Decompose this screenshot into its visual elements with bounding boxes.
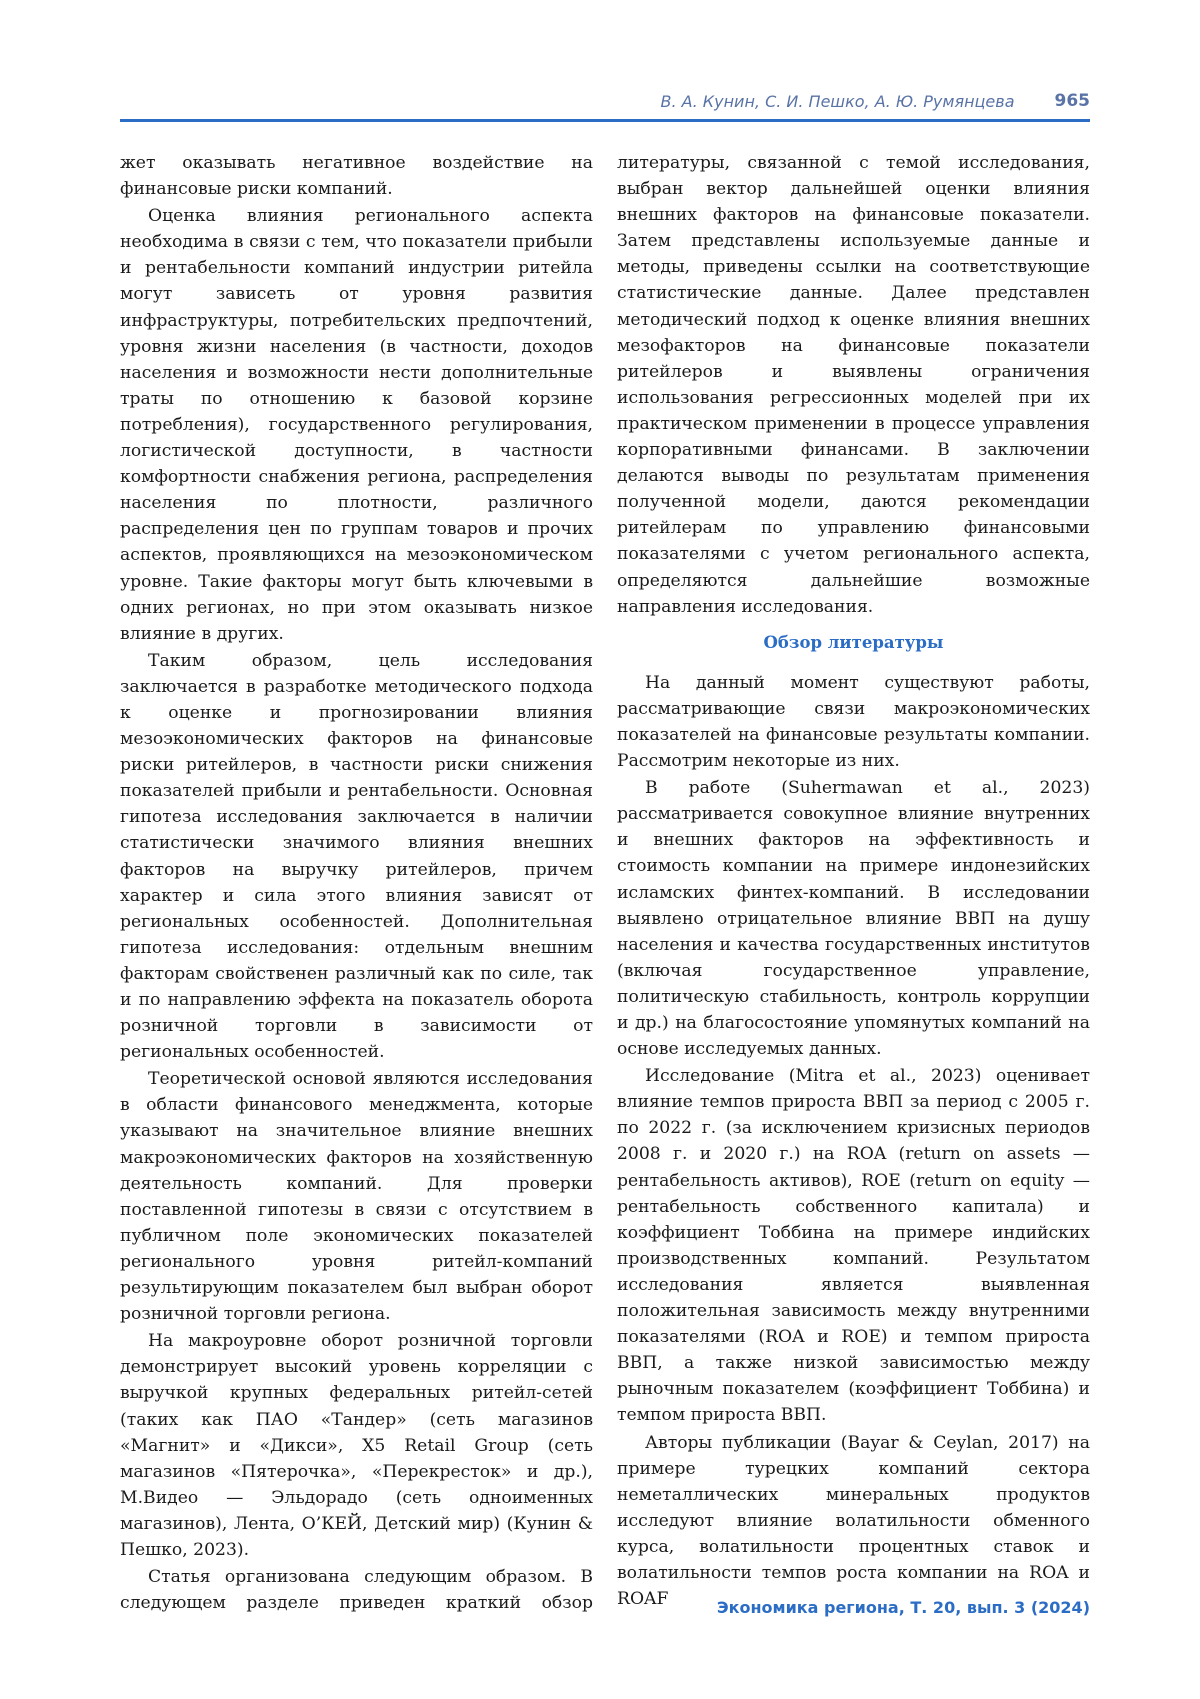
- right-column: [617, 150, 1090, 1613]
- journal-footer: Экономика региона, Т. 20, вып. 3 (2024): [716, 1598, 1090, 1617]
- paragraph: Таким образом, цель исследования заключается в разработке методического подхода к оценке и прогнозировании влияния мезоэкономических факторов на финансовые риски ритейлеров, в частности риски снижения показателей прибыли и рентабельности. Основная гипотеза исследования заключается в наличии статистически значимого влияния внешних факторов на выручку ритейлеров, причем характер и сила этого влияния зависят от региональных особенностей. Дополнительная гипотеза исследования: отдельным внешним факторам свойственен различный как по силе, так и по направлению эффекта на показатель оборота розничной торговли в зависимости от региональных особенностей.: [120, 650, 593, 1063]
- paragraph: Авторы публикации (Bayar & Ceylan, 2017) на примере турецких компаний сектора неметаллических минеральных продуктов исследуют влияние волатильности обменного курса, волатильности процентных ставок и волатильности темпов роста компании на ROA и ROAF: [617, 1432, 1090, 1610]
- header-authors: В. А. Кунин, С. И. Пешко, А. Ю. Румянцева: [660, 91, 1015, 111]
- paragraph: В работе (Suhermawan et al., 2023) рассматривается совокупное влияние внутренних и внешних факторов на эффективность и стоимость компании на примере индонезийских исламских финтех-компаний. В исследовании выявлено отрицательное влияние ВВП на душу населения и качества государственных институтов (включая государственное управление, политическую стабильность, контроль коррупции и др.) на благосостояние упомянутых компаний на основе исследуемых данных.: [617, 778, 1090, 1060]
- paragraph: Теоретической основой являются исследования в области финансового менеджмента, которые указывают на значительное влияние внешних макроэкономических факторов на хозяйственную деятельность компаний. Для проверки поставленной гипотезы в связи с отсутствием в публичном поле экономических показателей регионального уровня ритейл-компаний результирующим показателем был выбран оборот розничной торговли региона.: [120, 1069, 593, 1325]
- paragraph: литературы, связанной с темой исследования, выбран вектор дальнейшей оценки влияния внешних факторов на финансовые показатели. Затем представлены используемые данные и методы, приведены ссылки на соответствующие статистические данные. Далее представлен методический подход к оценке влияния внешних мезофакторов на финансовые показатели ритейлеров и выявлены ограничения использования регрессионных моделей при их практическом применении в процессе управления корпоративными финансами. В заключении делаются выводы по результатам применения полученной модели, даются рекомендации ритейлерам по управлению финансовыми показателями с учетом регионального аспекта, определяются дальнейшие возможные направления исследования.: [617, 153, 1090, 617]
- paragraph: Исследование (Mitra et al., 2023) оценивает влияние темпов прироста ВВП за период с 2005 г. по 2022 г. (за исключением кризисных периодов 2008 г. и 2020 г.) на ROA (return on assets — рентабельность активов), ROE (return on equity — рентабельность собственного капитала) и коэффициент Тоббина на примере индийских производственных компаний. Результатом исследования является выявленная положительная зависимость между внутренними показателями (ROA и ROE) и темпом прироста ВВП, а также низкой зависимостью между рыночным показателем (коэффициент Тоббина) и темпом прироста ВВП.: [617, 1066, 1090, 1426]
- page-number: 965: [1054, 91, 1090, 111]
- paragraph: На макроуровне оборот розничной торговли демонстрирует высокий уровень корреляции с выручкой крупных федеральных ритейл-сетей (таких как ПАО «Тандер» (сеть магазинов «Магнит» и «Дикси», X5 Retail Group (сеть магазинов «Пятерочка», «Перекресток» и др.), М.Видео — Эльдорадо (сеть одноименных магазинов), Лента, О’КЕЙ, Детский мир) (Кунин & Пешко, 2023).: [120, 1331, 593, 1560]
- paragraph: Оценка влияния регионального аспекта необходима в связи с тем, что показатели прибыли и рентабельности компаний индустрии ритейла могут зависеть от уровня развития инфраструктуры, потребительских предпочтений, уровня жизни населения (в частности, доходов населения и возможности нести дополнительные траты по отношению к базовой корзине потребления), государственного регулирования, логистической доступности, в частности комфортности снабжения региона, распределения населения по плотности, различного распределения цен по группам товаров и прочих аспектов, проявляющихся на мезоэкономическом уровне. Такие факторы могут быть ключевыми в одних регионах, но при этом оказывать низкое влияние в других.: [120, 206, 593, 644]
- running-header: [120, 86, 1090, 116]
- paragraph: жет оказывать негативное воздействие на финансовые риски компаний.: [120, 153, 593, 200]
- header-rule: [120, 119, 1090, 122]
- left-column: [120, 150, 593, 1617]
- paragraph: На данный момент существуют работы, рассматривающие связи макроэкономических показателей на финансовые результаты компании. Рассмотрим некоторые из них.: [617, 672, 1090, 772]
- section-heading: Обзор литературы: [763, 632, 944, 652]
- paragraph: Статья организована следующим образом. В следующем разделе приведен краткий обзор: [120, 1567, 593, 1614]
